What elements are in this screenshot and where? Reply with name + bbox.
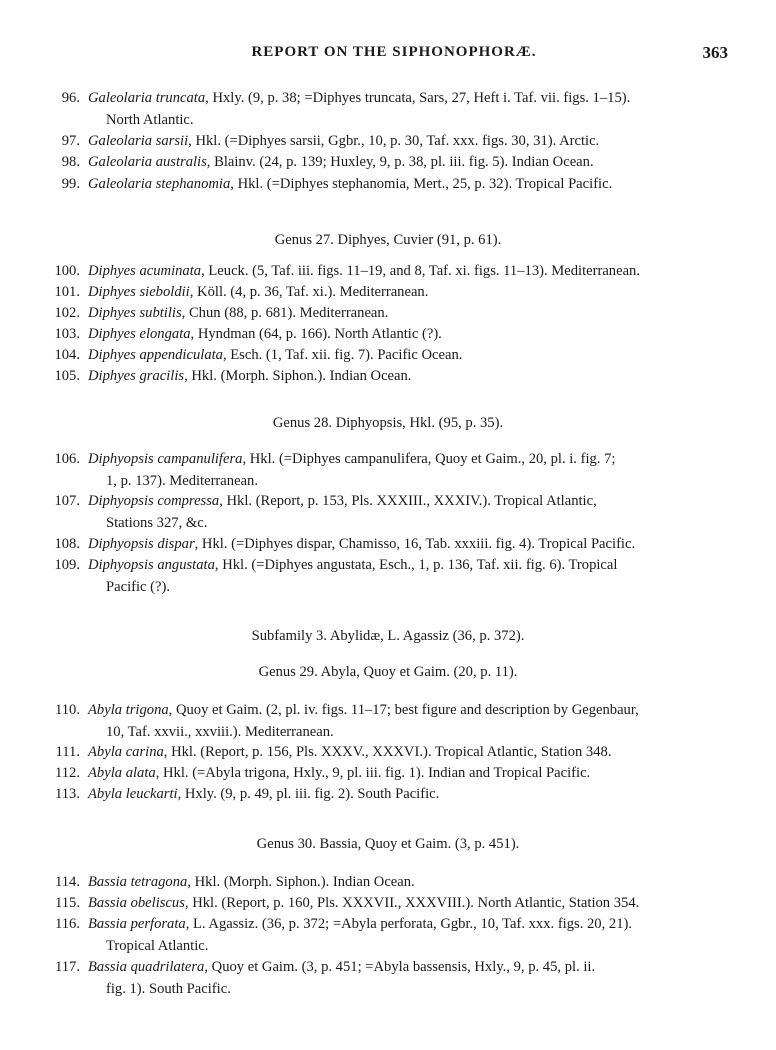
species-name: Abyla leuckarti (88, 786, 178, 802)
species-name: Diphyopsis compressa (88, 493, 220, 509)
entry-text (88, 345, 735, 367)
entry-line-1: , Hkl. (=Abyla trigona, Hxly., 9, pl. iii. fig. 1). Indian and Tropical Pacific. (155, 765, 591, 781)
entry-line-1: , Hxly. (9, p. 49, pl. iii. fig. 2). South Pacific. (177, 786, 440, 802)
entry-number: 117. (55, 959, 80, 975)
entry-number: 111. (55, 744, 80, 760)
species-name: Diphyes subtilis (88, 305, 182, 321)
species-name: Bassia obeliscus (88, 895, 185, 911)
entry-number: 110. (55, 702, 80, 718)
entry-number: 115. (55, 895, 80, 911)
subfamily-3-heading: Subfamily 3. Abylidæ, L. Agassiz (36, p. 372). (251, 628, 525, 644)
entry-line-1: , Köll. (4, p. 36, Taf. xi.). Mediterranean. (189, 284, 429, 300)
entry-text (88, 491, 735, 534)
entry-line-2: 1, p. 137). Mediterranean. (106, 472, 258, 489)
entry-line-1: , Hkl. (=Diphyes campanulifera, Quoy et Gaim., 20, pl. i. fig. 7; (242, 451, 616, 467)
entry-number: 105. (54, 368, 80, 384)
entry-number: 104. (54, 347, 80, 363)
entry-line-1: , Esch. (1, Taf. xii. fig. 7). Pacific Ocean. (222, 347, 463, 363)
entry-text (88, 152, 735, 174)
entry-line-1: , Hyndman (64, p. 166). North Atlantic (?). (190, 326, 442, 342)
entry-line-1: , Hkl. (=Diphyes angustata, Esch., 1, p. 136, Taf. xii. fig. 6). Tropical (214, 557, 618, 573)
species-name: Galeolaria truncata (88, 90, 206, 106)
entry-text (88, 366, 735, 388)
genus-29-heading: Genus 29. Abyla, Quoy et Gaim. (20, p. 11). (258, 664, 518, 680)
species-name: Diphyes elongata (88, 326, 191, 342)
entry-text (88, 893, 735, 915)
genus-27-heading: Genus 27. Diphyes, Cuvier (91, p. 61). (274, 232, 502, 248)
entry-line-1: , L. Agassiz. (36, p. 372; =Abyla perforata, Ggbr., 10, Taf. xxx. figs. 20, 21). (185, 916, 633, 932)
entry-line-1: , Hkl. (=Diphyes dispar, Chamisso, 16, Tab. xxxiii. fig. 4). Tropical Pacific. (194, 536, 636, 552)
species-name: Abyla alata (88, 765, 156, 781)
entry-number: 97. (61, 133, 80, 149)
entry-line-1: , Hkl. (Report, p. 153, Pls. XXXIII., XXXIV.). Tropical Atlantic, (219, 493, 597, 509)
running-title: REPORT ON THE SIPHONOPHORÆ. (251, 44, 537, 60)
entry-line-2: North Atlantic. (106, 111, 194, 128)
page-number: 363 (702, 43, 728, 62)
entry-number: 113. (55, 786, 80, 802)
entry-line-1: , Hxly. (9, p. 38; =Diphyes truncata, Sars, 27, Heft i. Taf. vii. figs. 1–15). (205, 90, 631, 106)
species-name: Bassia quadrilatera (88, 959, 205, 975)
entry-text (88, 957, 735, 1000)
entry-text (88, 449, 735, 492)
species-name: Diphyopsis angustata (88, 557, 215, 573)
entry-line-1: , Quoy et Gaim. (3, p. 451; =Abyla bassensis, Hxly., 9, p. 45, pl. ii. (204, 959, 596, 975)
species-name: Galeolaria stephanomia (88, 176, 231, 192)
entry-text (88, 88, 735, 131)
entry-line-2: 10, Taf. xxvii., xxviii.). Mediterranean. (106, 723, 334, 740)
species-name: Bassia perforata (88, 916, 186, 932)
entry-number: 98. (61, 154, 80, 170)
page-header (60, 44, 728, 68)
entry-number: 101. (54, 284, 80, 300)
entry-text (88, 784, 735, 806)
entry-number: 100. (54, 263, 80, 279)
entry-text (88, 534, 735, 556)
entry-line-1: , Hkl. (Morph. Siphon.). Indian Ocean. (187, 874, 415, 890)
entry-line-1: , Quoy et Gaim. (2, pl. iv. figs. 11–17; best figure and description by Gegenbaur, (168, 702, 639, 718)
entry-line-2: Stations 327, &c. (106, 514, 208, 531)
entry-number: 108. (54, 536, 80, 552)
entry-line-1: , Chun (88, p. 681). Mediterranean. (181, 305, 389, 321)
entry-text (88, 742, 735, 764)
genus-30-heading: Genus 30. Bassia, Quoy et Gaim. (3, p. 451). (256, 836, 520, 852)
species-name: Abyla trigona (88, 702, 169, 718)
entry-line-1: , Blainv. (24, p. 139; Huxley, 9, p. 38, pl. iii. fig. 5). Indian Ocean. (206, 154, 594, 170)
entry-number: 103. (54, 326, 80, 342)
entry-number: 99. (61, 176, 80, 192)
entry-line-1: , Hkl. (Report, p. 160, Pls. XXXVII., XXXVIII.). North Atlantic, Station 354. (184, 895, 640, 911)
entry-text (88, 700, 735, 743)
entry-text (88, 555, 735, 598)
entry-number: 96. (61, 90, 80, 106)
entry-number: 112. (55, 765, 80, 781)
entry-text (88, 763, 735, 785)
species-name: Galeolaria sarsii (88, 133, 189, 149)
entry-text (88, 261, 735, 283)
entry-number: 109. (54, 557, 80, 573)
entry-text (88, 872, 735, 894)
species-name: Abyla carina (88, 744, 164, 760)
entry-line-1: , Hkl. (=Diphyes stephanomia, Mert., 25, p. 32). Tropical Pacific. (230, 176, 613, 192)
entry-text (88, 914, 735, 957)
entry-line-1: , Hkl. (=Diphyes sarsii, Ggbr., 10, p. 30, Taf. xxx. figs. 30, 31). Arctic. (188, 133, 600, 149)
entry-text (88, 131, 735, 153)
entry-line-1: , Hkl. (Report, p. 156, Pls. XXXV., XXXVI.). Tropical Atlantic, Station 348. (163, 744, 612, 760)
entry-number: 107. (54, 493, 80, 509)
entry-text (88, 174, 735, 196)
species-name: Diphyes appendiculata (88, 347, 223, 363)
species-name: Diphyes acuminata (88, 263, 202, 279)
species-name: Diphyopsis campanulifera (88, 451, 243, 467)
entry-number: 106. (54, 451, 80, 467)
species-name: Diphyes gracilis (88, 368, 185, 384)
entry-line-1: , Leuck. (5, Taf. iii. figs. 11–19, and 8, Taf. xi. figs. 11–13). Mediterranean. (201, 263, 641, 279)
entry-line-2: Pacific (?). (106, 578, 171, 595)
species-name: Diphyes sieboldii (88, 284, 190, 300)
species-name: Galeolaria australis (88, 154, 207, 170)
entry-text (88, 324, 735, 346)
entry-number: 102. (54, 305, 80, 321)
entry-line-2: Tropical Atlantic. (106, 937, 209, 954)
entry-text (88, 282, 735, 304)
entry-line-2: fig. 1). South Pacific. (106, 980, 231, 997)
species-name: Bassia tetragona (88, 874, 188, 890)
entry-number: 114. (55, 874, 80, 890)
entry-line-1: , Hkl. (Morph. Siphon.). Indian Ocean. (184, 368, 412, 384)
entry-number: 116. (55, 916, 80, 932)
species-name: Diphyopsis dispar (88, 536, 195, 552)
genus-28-heading: Genus 28. Diphyopsis, Hkl. (95, p. 35). (272, 415, 504, 431)
entry-text (88, 303, 735, 325)
